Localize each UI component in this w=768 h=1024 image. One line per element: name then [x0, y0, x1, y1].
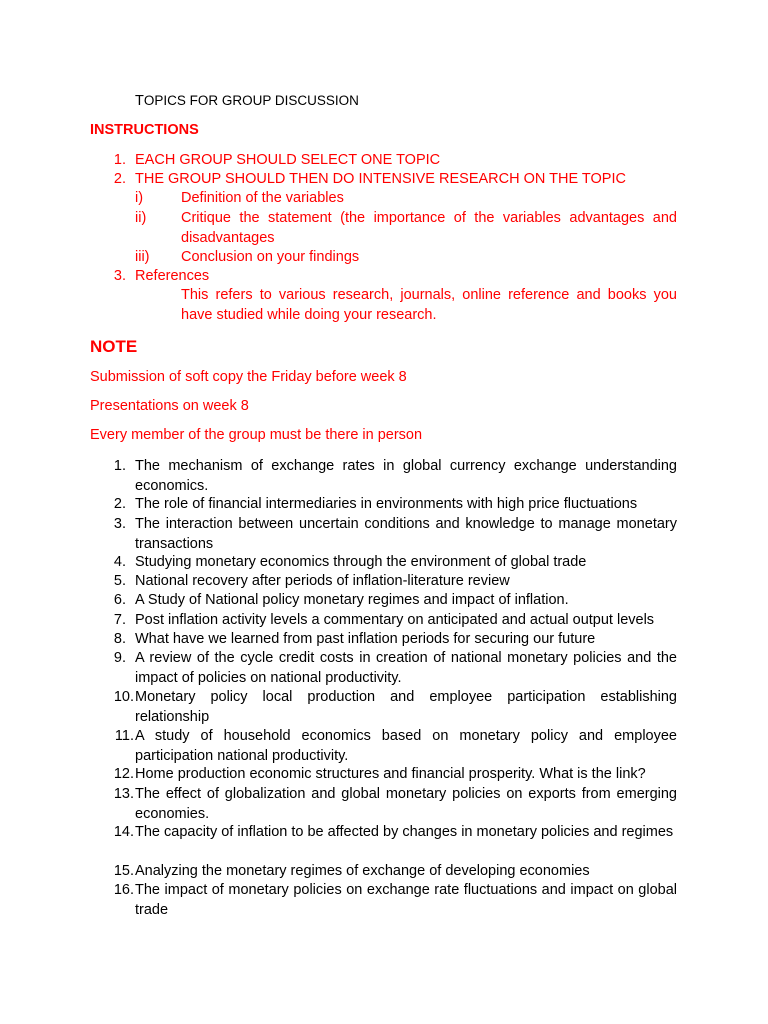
topic-number: 1. — [113, 458, 126, 474]
topic-number: 8. — [113, 631, 126, 647]
topic-text: The role of financial intermediaries in environments with high price fluctuations — [135, 496, 638, 512]
topic-text: Post inflation activity levels a commentary on anticipated and actual output levels — [135, 612, 655, 628]
sub-item-text: Critique the statement (the importance of the variables advantages and disadvantages — [181, 210, 677, 246]
topic-number: 5. — [113, 573, 126, 589]
topic-number: 15. — [113, 863, 134, 879]
sub-item-number: iii) — [135, 249, 150, 265]
topic-number: 11. — [114, 728, 134, 744]
note-text: Every member of the group must be there in person — [90, 427, 423, 443]
topic-text: Studying monetary economics through the environment of global trade — [135, 554, 587, 570]
topic-text: The effect of globalization and global monetary policies on exports from emerging economies. — [135, 786, 677, 822]
topic-text: The interaction between uncertain conditions and knowledge to manage monetary transactions — [135, 516, 677, 552]
instruction-text: EACH GROUP SHOULD SELECT ONE TOPIC — [135, 152, 441, 168]
topic-number: 2. — [113, 496, 126, 512]
references-label: References — [135, 268, 210, 284]
page-title — [135, 93, 359, 109]
instructions-heading: INSTRUCTIONS — [90, 122, 199, 138]
instruction-text: THE GROUP SHOULD THEN DO INTENSIVE RESEARCH ON THE TOPIC — [135, 171, 626, 187]
sub-item-number: ii) — [135, 210, 147, 226]
sub-item-text: Conclusion on your findings — [181, 249, 360, 265]
topic-text: The impact of monetary policies on exchange rate fluctuations and impact on global trade — [135, 882, 677, 918]
topic-number: 7. — [113, 612, 126, 628]
references-number: 3. — [113, 268, 126, 284]
topic-text: A Study of National policy monetary regimes and impact of inflation. — [135, 592, 569, 608]
topic-number: 9. — [113, 650, 126, 666]
note-text: Submission of soft copy the Friday before week 8 — [90, 369, 407, 385]
topic-text: National recovery after periods of inflation-literature review — [135, 573, 510, 589]
topic-number: 16. — [113, 882, 134, 898]
topic-text: Home production economic structures and financial prosperity. What is the link? — [135, 766, 646, 782]
topic-text: The mechanism of exchange rates in global currency exchange understanding economics. — [135, 458, 677, 494]
note-heading: NOTE — [90, 337, 138, 356]
topic-text: The capacity of inflation to be affected by changes in monetary policies and regimes — [135, 824, 674, 840]
title-rest: OPICS FOR GROUP DISCUSSION — [143, 93, 359, 108]
topic-text: Monetary policy local production and employee participation establishing relationship — [135, 689, 677, 725]
sub-item-text: Definition of the variables — [181, 190, 344, 206]
topic-number: 3. — [113, 516, 126, 532]
topic-text: A study of household economics based on monetary policy and employee participation national productivity. — [135, 728, 677, 764]
topic-number: 10. — [113, 689, 134, 705]
sub-item-number: i) — [135, 190, 144, 206]
topic-number: 6. — [113, 592, 126, 608]
instruction-number: 2. — [113, 171, 126, 187]
topic-text: Analyzing the monetary regimes of exchange of developing economies — [135, 863, 590, 879]
topic-number: 14. — [113, 824, 134, 840]
references-description: This refers to various research, journals, online reference and books you have studied while doing your research. — [181, 287, 677, 323]
instruction-number: 1. — [113, 152, 126, 168]
note-text: Presentations on week 8 — [90, 398, 249, 414]
topic-number: 12. — [113, 766, 134, 782]
topic-text: What have we learned from past inflation periods for securing our future — [135, 631, 596, 647]
title-first-letter: T — [135, 93, 144, 109]
topic-number: 13. — [113, 786, 134, 802]
topic-text: A review of the cycle credit costs in creation of national monetary policies and the impact of policies on national productivity. — [135, 650, 677, 686]
topic-number: 4. — [113, 554, 126, 570]
